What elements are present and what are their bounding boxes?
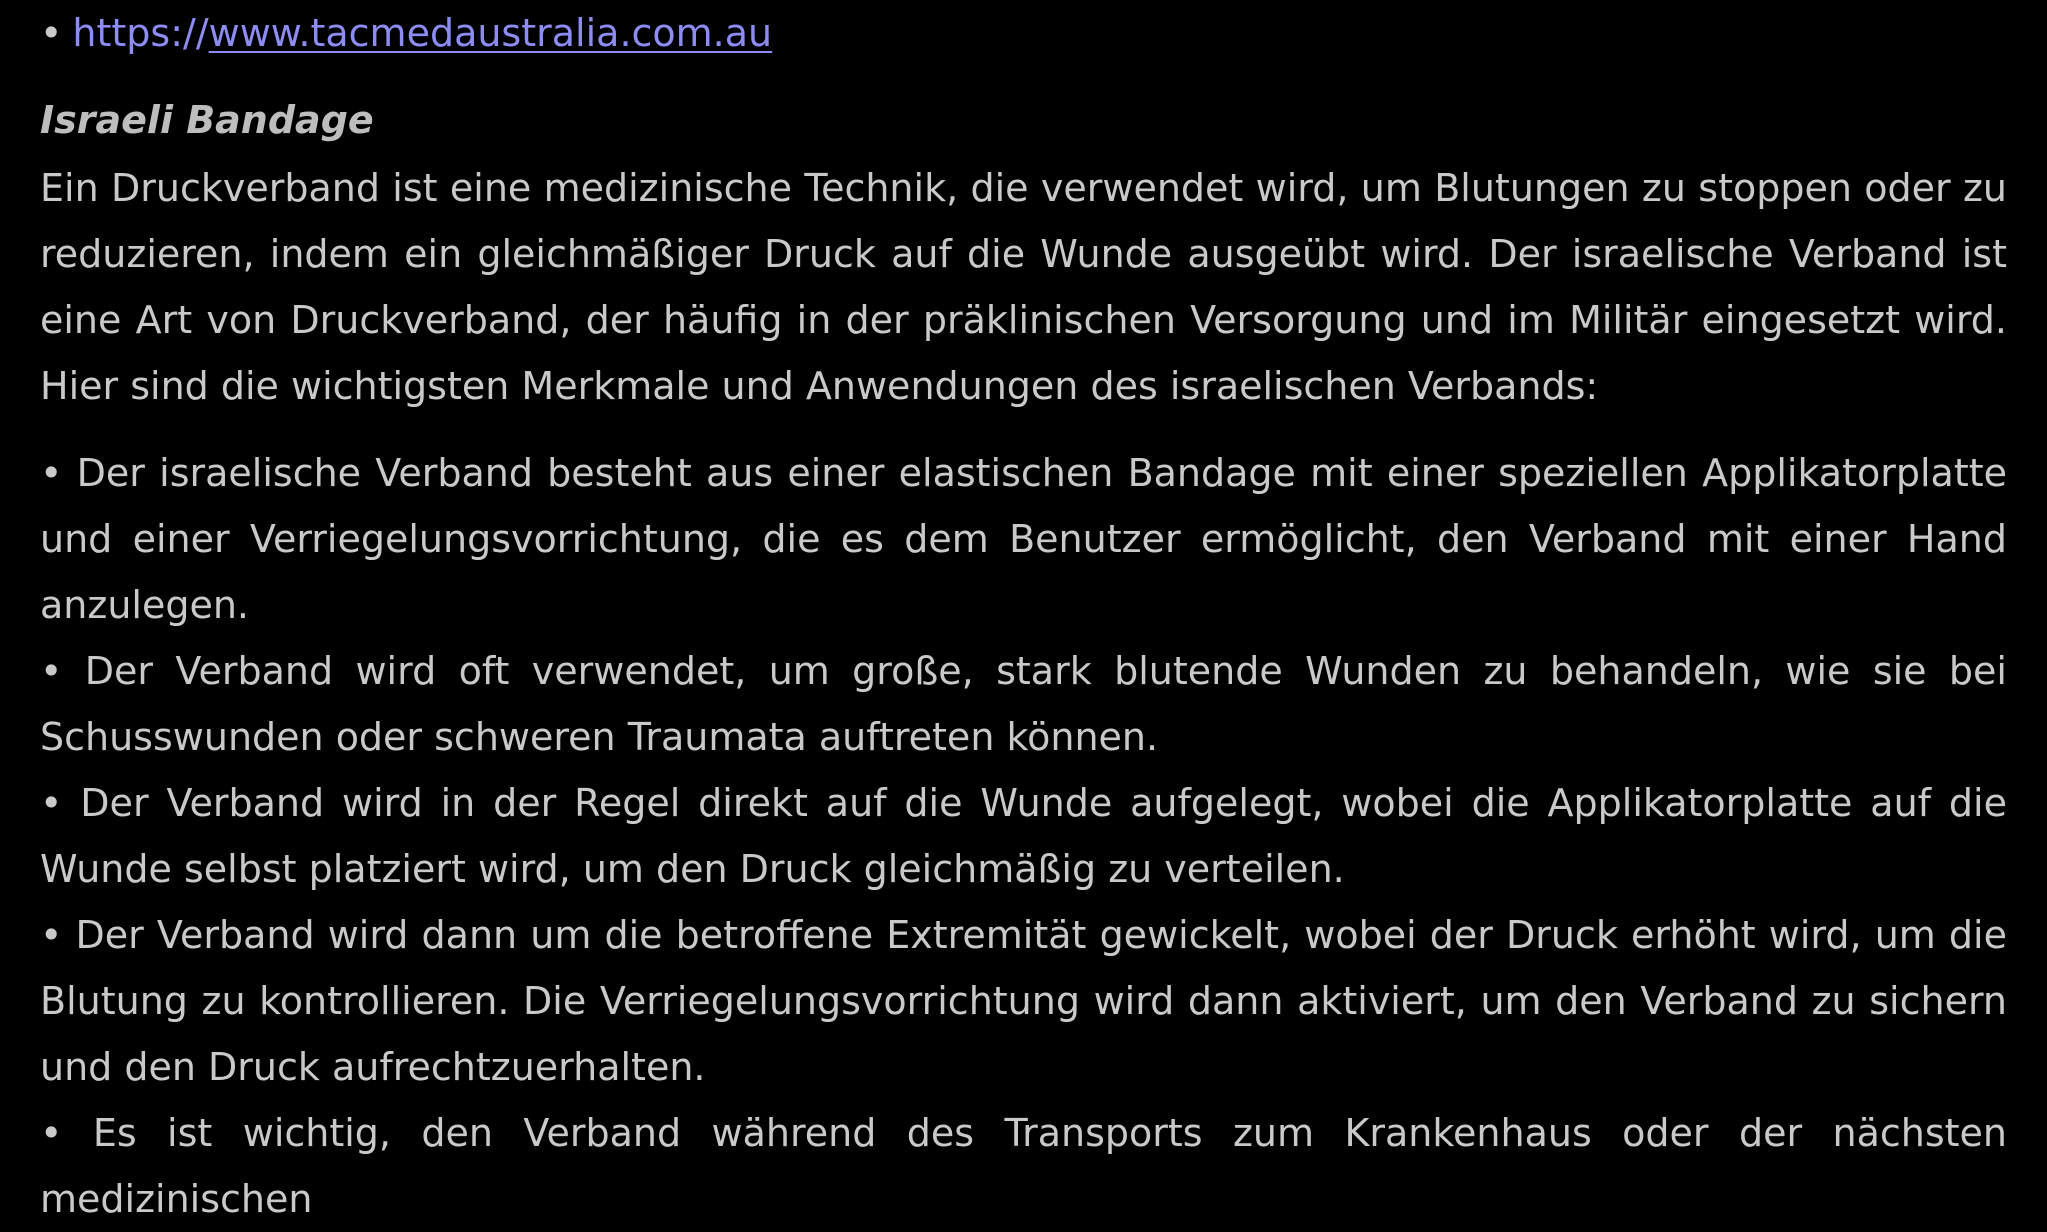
feature-list <box>40 440 2007 1232</box>
link-scheme[interactable]: https:// <box>72 11 209 55</box>
list-item: • Der Verband wird dann um die betroffene Extremität gewickelt, wobei der Druck erhöht wird, um die Blutung zu kontrollieren. Die Verriegelungsvorrichtung wird dann aktiviert, um den Verband zu sichern und den Druck aufrechtzuerhalten. <box>40 913 2007 1089</box>
section-heading: Israeli Bandage <box>40 98 374 142</box>
link-list-item <box>40 12 772 54</box>
list-item: • Es ist wichtig, den Verband während des Transports zum Krankenhaus oder der nächsten medizinischen <box>40 1111 2007 1221</box>
tacmed-link[interactable]: www.tacmedaustralia.com.au <box>208 11 773 55</box>
bullet-icon: • <box>40 11 63 55</box>
list-item: • Der israelische Verband besteht aus einer elastischen Bandage mit einer speziellen Applikatorplatte und einer Verriegelungsvorrichtung, die es dem Benutzer ermöglicht, den Verband mit einer Hand anzulegen. <box>40 451 2007 627</box>
list-item: • Der Verband wird oft verwendet, um große, stark blutende Wunden zu behandeln, wie sie bei Schusswunden oder schweren Traumata auftreten können. <box>40 649 2007 759</box>
list-item: • Der Verband wird in der Regel direkt auf die Wunde aufgelegt, wobei die Applikatorplatte auf die Wunde selbst platziert wird, um den Druck gleichmäßig zu verteilen. <box>40 781 2007 891</box>
intro-paragraph: Ein Druckverband ist eine medizinische Technik, die verwendet wird, um Blutungen zu stoppen oder zu reduzieren, indem ein gleichmäßiger Druck auf die Wunde ausgeübt wird. Der israelische Verband ist eine Art von Druckverband, der häufig in der präklinischen Versorgung und im Militär eingesetzt wird. Hier sind die wichtigsten Merkmale und Anwendungen des israelischen Verbands: <box>40 166 2007 408</box>
